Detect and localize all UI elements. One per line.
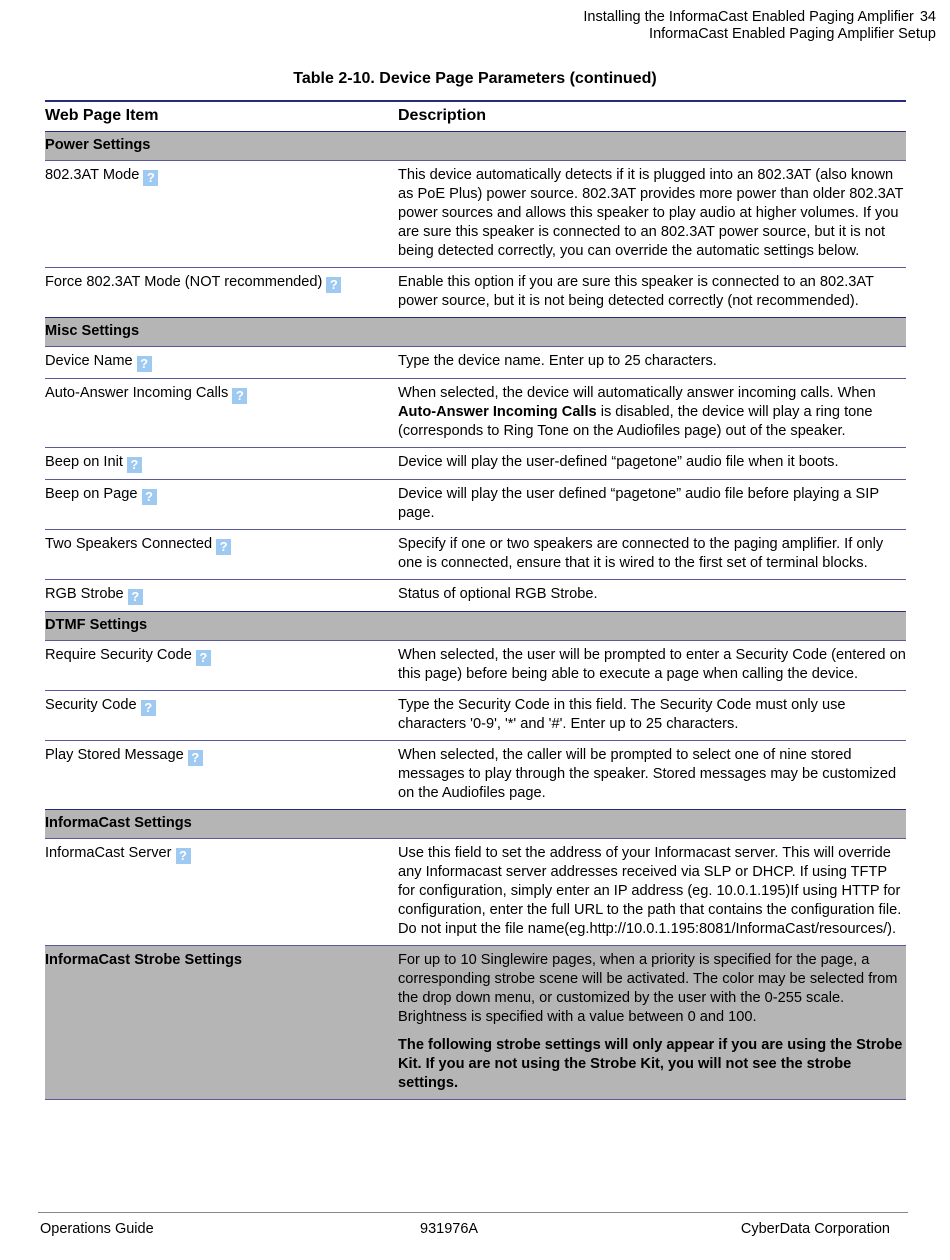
table-row bbox=[45, 268, 906, 318]
description-cell: Enable this option if you are sure this speaker is connected to an 802.3AT power source, but it is not being detected correctly (not recommended). bbox=[398, 268, 906, 318]
help-icon[interactable]: ? bbox=[326, 277, 341, 293]
help-icon[interactable]: ? bbox=[188, 750, 203, 766]
chapter-title: Installing the InformaCast Enabled Paging Amplifier bbox=[583, 9, 914, 25]
section-informacast-settings bbox=[45, 810, 906, 839]
item-cell bbox=[45, 641, 398, 691]
table-row bbox=[45, 480, 906, 530]
section-label: InformaCast Settings bbox=[45, 810, 906, 839]
footer-document-number: 931976A bbox=[420, 1221, 479, 1237]
table-row bbox=[45, 839, 906, 946]
description-cell: When selected, the caller will be prompted to select one of nine stored messages to play through the speaker. Stored messages may be customized on the Audiofiles page. bbox=[398, 741, 906, 810]
table-header-row bbox=[45, 101, 906, 132]
section-power-settings bbox=[45, 132, 906, 161]
item-label: Require Security Code bbox=[45, 647, 192, 663]
item-cell bbox=[45, 347, 398, 379]
footer-company: CyberData Corporation bbox=[740, 1221, 890, 1237]
item-cell: InformaCast Strobe Settings bbox=[45, 946, 398, 1100]
item-label: Play Stored Message bbox=[45, 747, 184, 763]
description-cell: Type the Security Code in this field. The Security Code must only use characters '0-9', '*' and '#'. Enter up to 25 characters. bbox=[398, 691, 906, 741]
column-header-item: Web Page Item bbox=[45, 101, 398, 132]
section-label: Power Settings bbox=[45, 132, 906, 161]
description-text: When selected, the device will automatically answer incoming calls. When bbox=[398, 385, 876, 401]
item-cell bbox=[45, 448, 398, 480]
item-label: Auto-Answer Incoming Calls bbox=[45, 385, 229, 401]
description-emphasis: Auto-Answer Incoming Calls bbox=[398, 404, 597, 420]
help-icon[interactable]: ? bbox=[127, 457, 142, 473]
description-cell: Type the device name. Enter up to 25 characters. bbox=[398, 347, 906, 379]
description-cell: Device will play the user defined “pagetone” audio file before playing a SIP page. bbox=[398, 480, 906, 530]
item-cell bbox=[45, 530, 398, 580]
item-label: Beep on Init bbox=[45, 454, 123, 470]
description-cell: Specify if one or two speakers are connected to the paging amplifier. If only one is connected, ensure that it is wired to the first set of terminal blocks. bbox=[398, 530, 906, 580]
table-title: Table 2-10. Device Page Parameters (continued) bbox=[293, 70, 657, 87]
section-title: InformaCast Enabled Paging Amplifier Setup bbox=[649, 26, 936, 42]
help-icon[interactable]: ? bbox=[128, 589, 143, 605]
item-cell bbox=[45, 580, 398, 612]
description-text: For up to 10 Singlewire pages, when a priority is specified for the page, a corresponding strobe scene will be activated. The color may be selected from the drop down menu, or customized by the user with the 0-255 scale. Brightness is specified with a value between 0 and 100. bbox=[398, 952, 898, 1025]
help-icon[interactable]: ? bbox=[232, 388, 247, 404]
item-label: RGB Strobe bbox=[45, 586, 124, 602]
item-label: Beep on Page bbox=[45, 486, 138, 502]
table-row bbox=[45, 448, 906, 480]
table-row bbox=[45, 641, 906, 691]
footer-divider bbox=[38, 1212, 908, 1213]
table-row bbox=[45, 741, 906, 810]
description-cell: Use this field to set the address of your Informacast server. This will override any Informacast server addresses received via SLP or DHCP. If using TFTP for configuration, simply enter an IP address (eg. 10.0.1.195)If using HTTP for configuration, enter the full URL to the path that contains the configuration file. Do not input the file name(eg.http://10.0.1.195:8081/InformaCast/resources/). bbox=[398, 839, 906, 946]
item-label: Device Name bbox=[45, 353, 133, 369]
device-parameters-table bbox=[45, 100, 906, 1100]
section-label: Misc Settings bbox=[45, 318, 906, 347]
table-row bbox=[45, 347, 906, 379]
table-row bbox=[45, 161, 906, 268]
help-icon[interactable]: ? bbox=[216, 539, 231, 555]
strobe-kit-note: The following strobe settings will only appear if you are using the Strobe Kit. If you are not using the Strobe Kit, you will not see the strobe settings. bbox=[398, 1037, 903, 1091]
help-icon[interactable]: ? bbox=[176, 848, 191, 864]
description-cell: When selected, the user will be prompted to enter a Security Code (entered on this page) before being able to execute a page when calling the device. bbox=[398, 641, 906, 691]
footer-document-title: Operations Guide bbox=[40, 1221, 154, 1237]
description-cell bbox=[398, 379, 906, 448]
help-icon[interactable]: ? bbox=[196, 650, 211, 666]
item-cell bbox=[45, 161, 398, 268]
description-text: is disabled, the device will play a ring tone (corresponds to Ring Tone on the Audiofiles page) out of the speaker. bbox=[398, 404, 873, 439]
item-cell bbox=[45, 839, 398, 946]
help-icon[interactable]: ? bbox=[143, 170, 158, 186]
table-row bbox=[45, 530, 906, 580]
description-cell bbox=[398, 946, 906, 1100]
table-row bbox=[45, 691, 906, 741]
help-icon[interactable]: ? bbox=[137, 356, 152, 372]
table-row-strobe-settings bbox=[45, 946, 906, 1100]
item-cell bbox=[45, 691, 398, 741]
table-row bbox=[45, 580, 906, 612]
item-label: Force 802.3AT Mode (NOT recommended) bbox=[45, 274, 323, 290]
item-cell bbox=[45, 480, 398, 530]
item-cell bbox=[45, 379, 398, 448]
running-header bbox=[583, 9, 936, 43]
table-row bbox=[45, 379, 906, 448]
description-cell: Device will play the user-defined “pagetone” audio file when it boots. bbox=[398, 448, 906, 480]
page-number: 34 bbox=[919, 9, 936, 25]
item-label: 802.3AT Mode bbox=[45, 167, 140, 183]
item-cell bbox=[45, 268, 398, 318]
section-label: DTMF Settings bbox=[45, 612, 906, 641]
description-cell: Status of optional RGB Strobe. bbox=[398, 580, 906, 612]
item-label: Security Code bbox=[45, 697, 137, 713]
item-cell bbox=[45, 741, 398, 810]
help-icon[interactable]: ? bbox=[141, 700, 156, 716]
column-header-description: Description bbox=[398, 101, 906, 132]
description-cell: This device automatically detects if it is plugged into an 802.3AT (also known as PoE Plus) power source. 802.3AT provides more power than older 802.3AT power sources and allows this speaker to play audio at higher volumes. If you are sure this speaker is connected to an 802.3AT power source, but it is not being detected correctly, you can override the automatic settings below. bbox=[398, 161, 906, 268]
section-dtmf-settings bbox=[45, 612, 906, 641]
help-icon[interactable]: ? bbox=[142, 489, 157, 505]
item-label: Two Speakers Connected bbox=[45, 536, 213, 552]
section-misc-settings bbox=[45, 318, 906, 347]
item-label: InformaCast Server bbox=[45, 845, 172, 861]
